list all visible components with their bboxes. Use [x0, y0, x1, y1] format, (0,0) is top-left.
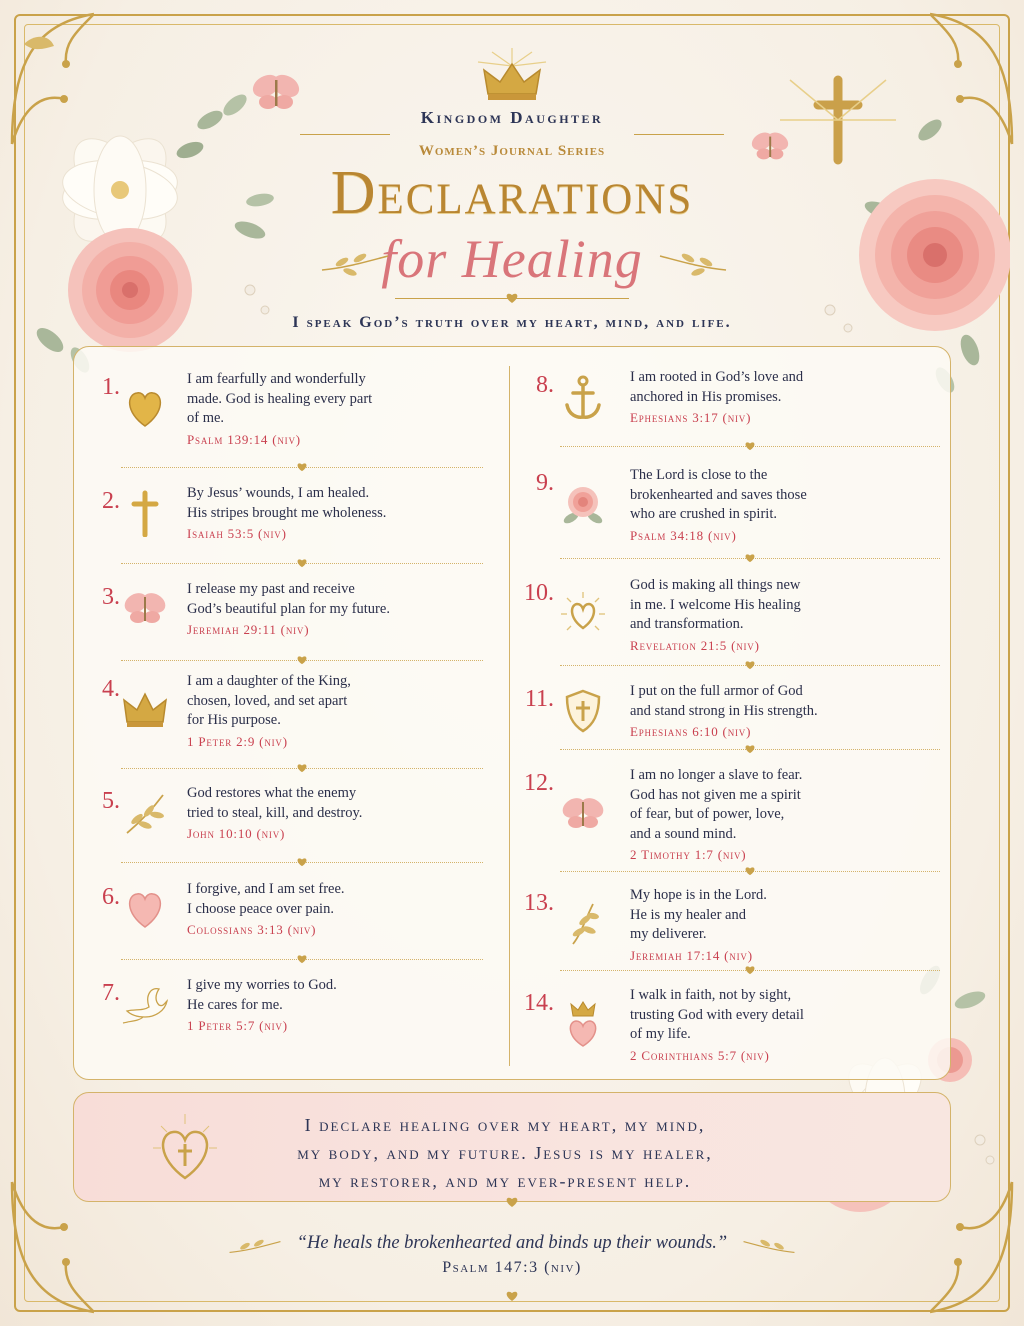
heart-ornament-icon	[744, 660, 756, 670]
heart-ornament-icon	[744, 866, 756, 876]
heart-ornament-icon	[296, 558, 308, 568]
declaration-number: 10.	[524, 580, 554, 606]
declaration-text: I give my worries to God. He cares for me.	[187, 977, 337, 1013]
declaration-number: 8.	[536, 372, 554, 398]
golden-branch-icon	[559, 900, 607, 948]
declaration-number: 3.	[102, 584, 120, 610]
crown-icon	[472, 46, 552, 106]
dove-icon	[121, 981, 169, 1029]
scripture-reference: Ephesians 3:17 (niv)	[630, 410, 752, 425]
declaration-text: God is making all things new in me. I welcome His healing and transformation.	[630, 577, 801, 632]
series-name: Women’s Journal Series	[418, 143, 606, 159]
heart-ornament-icon	[744, 744, 756, 754]
header-rule-right	[634, 134, 724, 135]
declaration-text: I put on the full armor of God and stand strong in His strength.	[630, 683, 818, 719]
closing-reference: Psalm 147:3 (niv)	[442, 1259, 582, 1276]
declaration-number: 9.	[536, 470, 554, 496]
radiant-heart-cross-icon	[145, 1108, 225, 1188]
radiant-heart-icon	[559, 590, 607, 638]
scripture-reference: Jeremiah 17:14 (niv)	[630, 947, 753, 963]
scripture-reference: 1 Peter 2:9 (niv)	[187, 733, 288, 749]
heart-ornament-icon	[505, 292, 519, 304]
heart-ornament-icon	[296, 857, 308, 867]
scripture-reference: Psalm 139:14 (niv)	[187, 431, 301, 447]
brand-name: Kingdom Daughter	[420, 108, 604, 127]
declaration-text: God restores what the enemy tried to steal, kill, and destroy.	[187, 785, 363, 821]
declaration-text: I forgive, and I am set free. I choose peace over pain.	[187, 881, 345, 917]
heart-ornament-icon	[296, 655, 308, 665]
heart-ornament-icon	[505, 1290, 519, 1302]
tagline: I speak God’s truth over my heart, mind, and life.	[292, 314, 732, 331]
scripture-reference: 2 Corinthians 5:7 (niv)	[630, 1047, 770, 1063]
declaration-text: I am rooted in God’s love and anchored in His promises.	[630, 369, 804, 405]
olive-branch-icon	[121, 789, 169, 837]
pink-heart-icon	[121, 885, 169, 933]
scripture-reference: Ephesians 6:10 (niv)	[630, 724, 752, 739]
declaration-text: The Lord is close to the brokenhearted and saves those who are crushed in spirit.	[630, 467, 807, 522]
gold-heart-icon	[121, 384, 169, 432]
closing-quote: “He heals the brokenhearted and binds up their wounds.”	[296, 1233, 728, 1253]
declaration-text: I declare healing over my heart, my mind, my body, and my future. Jesus is my healer, my restorer, and my ever-present help.	[297, 1115, 713, 1191]
declaration-number: 12.	[524, 770, 554, 796]
scripture-reference: Revelation 21:5 (niv)	[630, 637, 760, 653]
heart-ornament-icon	[744, 965, 756, 975]
header-rule-left	[300, 134, 390, 135]
leaf-sprig-icon	[320, 248, 390, 278]
rose-icon	[559, 480, 607, 528]
shield-cross-icon	[559, 687, 607, 735]
declaration-number: 2.	[102, 488, 120, 514]
declaration-text: By Jesus’ wounds, I am healed. His stripes brought me wholeness.	[187, 485, 387, 521]
declaration-text: I walk in faith, not by sight, trusting God with every detail of my life.	[630, 987, 804, 1042]
scripture-reference: Jeremiah 29:11 (niv)	[187, 622, 310, 637]
heart-ornament-icon	[296, 462, 308, 472]
butterfly-icon	[121, 585, 169, 633]
declaration-text: I am fearfully and wonderfully made. God is healing every part of me.	[187, 371, 373, 426]
scripture-reference: 1 Peter 5:7 (niv)	[187, 1018, 288, 1033]
scripture-reference: Psalm 34:18 (niv)	[630, 527, 737, 543]
leaf-sprig-icon	[658, 248, 728, 278]
declaration-text: I am no longer a slave to fear. God has not given me a spirit of fear, but of power, love, and a sound mind.	[630, 767, 803, 842]
butterfly-icon	[559, 790, 607, 838]
scripture-reference: Colossians 3:13 (niv)	[187, 922, 317, 937]
scripture-reference: John 10:10 (niv)	[187, 826, 286, 841]
heart-ornament-icon	[744, 441, 756, 451]
heart-ornament-icon	[296, 954, 308, 964]
scripture-reference: Isaiah 53:5 (niv)	[187, 526, 287, 541]
crown-icon	[121, 686, 169, 734]
declaration-number: 13.	[524, 890, 554, 916]
page-subtitle: for Healing	[381, 229, 643, 289]
crowned-heart-icon	[559, 1000, 607, 1048]
scripture-reference: 2 Timothy 1:7 (niv)	[630, 847, 747, 862]
declaration-text: My hope is in the Lord. He is my healer and my deliverer.	[630, 887, 767, 942]
declaration-text: I am a daughter of the King, chosen, loved, and set apart for His purpose.	[187, 673, 351, 728]
declaration-number: 7.	[102, 980, 120, 1006]
declaration-text: I release my past and receive God’s beautiful plan for my future.	[187, 581, 390, 617]
declaration-number: 4.	[102, 676, 120, 702]
cross-icon	[121, 489, 169, 537]
page-title: Declarations	[330, 159, 694, 227]
declaration-number: 11.	[524, 686, 554, 712]
declaration-number: 1.	[102, 374, 120, 400]
heart-ornament-icon	[296, 763, 308, 773]
heart-ornament-icon	[505, 1196, 519, 1208]
heart-ornament-icon	[744, 553, 756, 563]
declaration-number: 6.	[102, 884, 120, 910]
anchor-icon	[559, 373, 607, 421]
declaration-number: 14.	[524, 990, 554, 1016]
declaration-number: 5.	[102, 788, 120, 814]
